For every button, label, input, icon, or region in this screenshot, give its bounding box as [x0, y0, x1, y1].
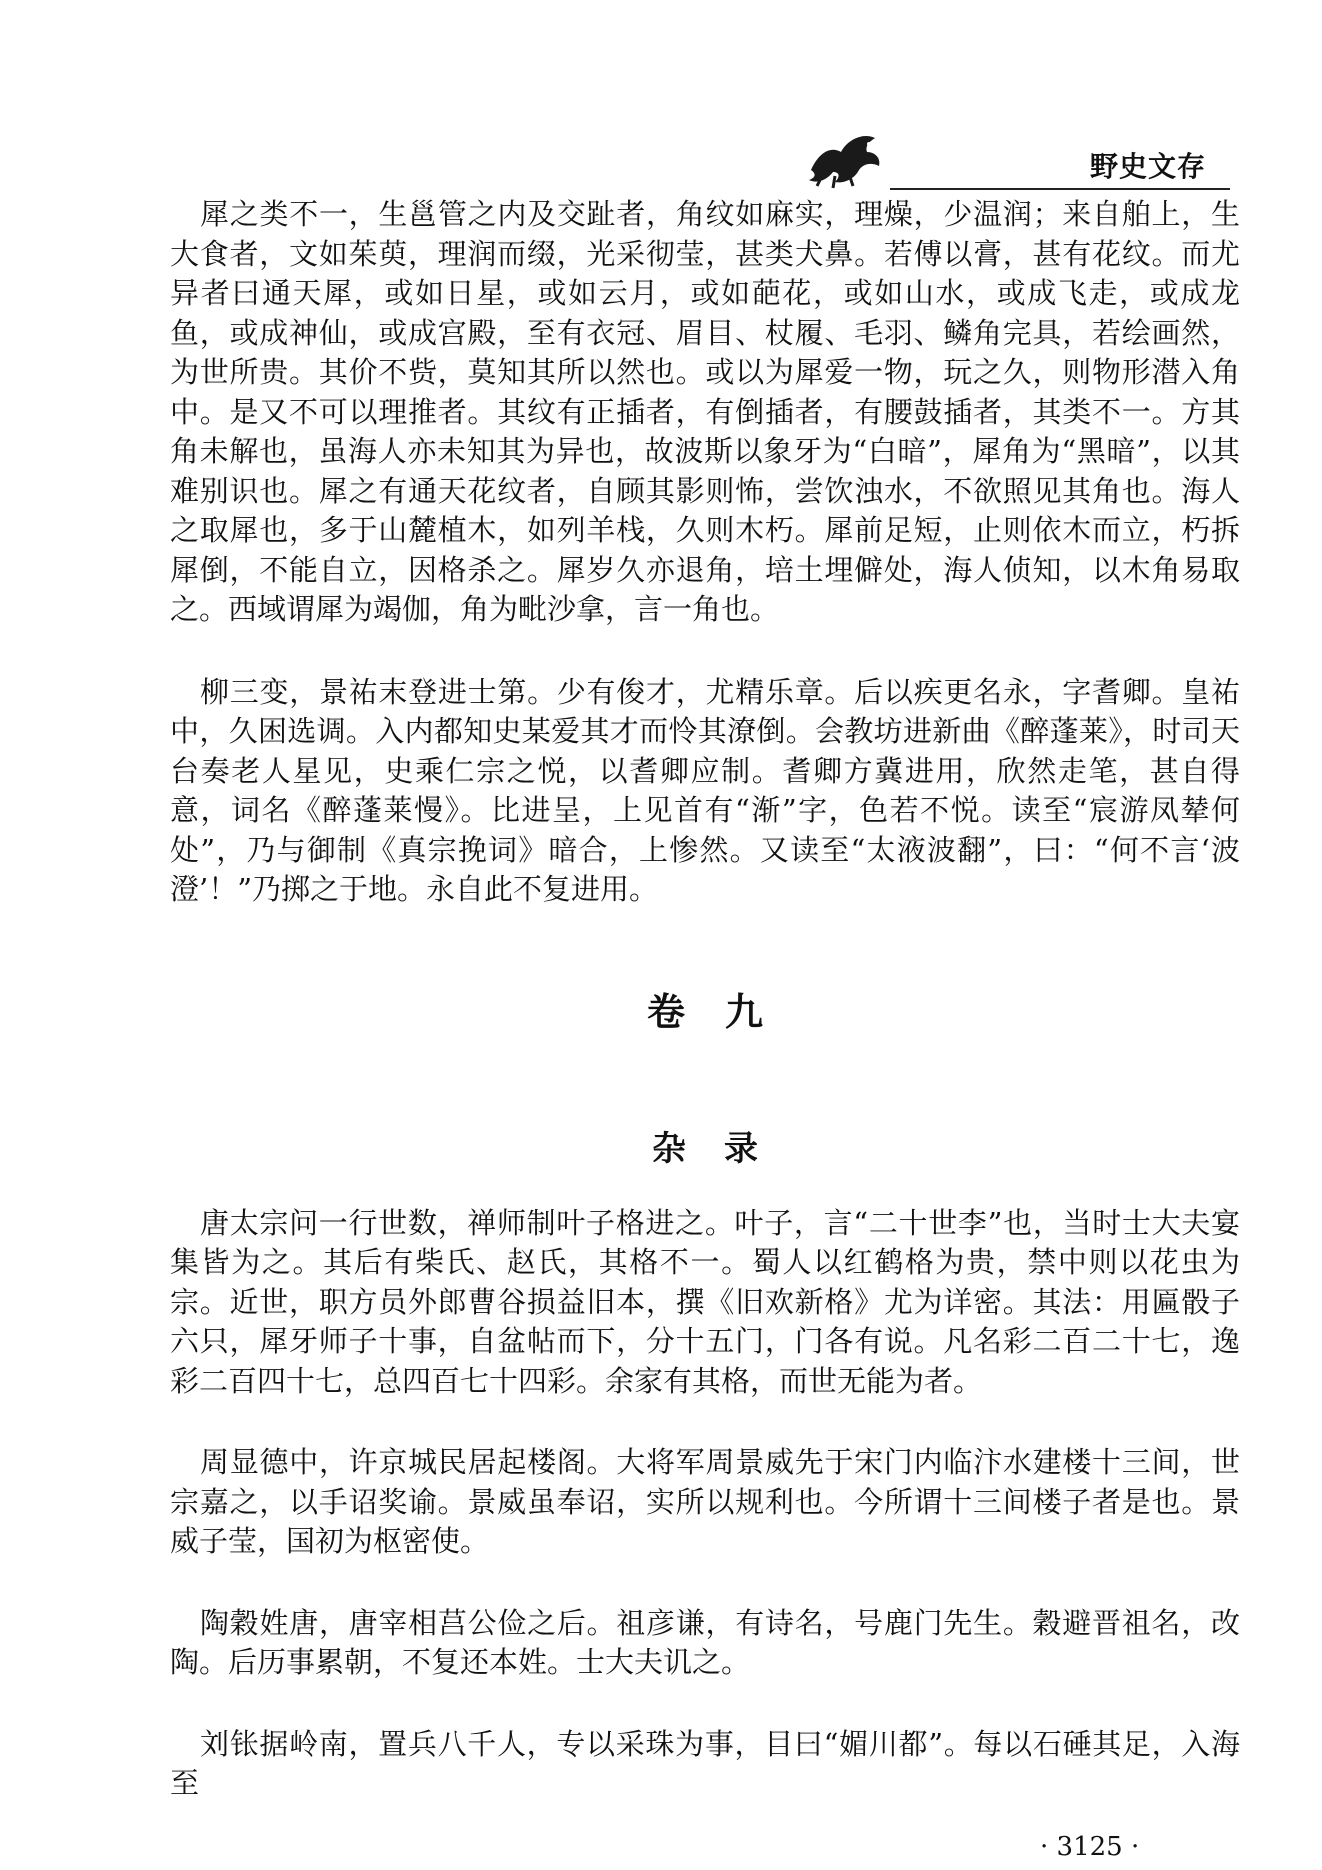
paragraph-yezi-ge: 唐太宗问一行世数，禅师制叶子格进之。叶子，言“二十世李”也，当时士大夫宴集皆为之。其后有柴氏、赵氏，其格不一。蜀人以红鹤格为贵，禁中则以花虫为宗。近世，职方员外郎曹谷损益旧本，撰《旧欢新格》尤为详密。其法：用匾骰子六只，犀牙师子十事，自盆帖而下，分十五门，门各有说。凡名彩二百二十七，逸彩二百四十七，总四百七十四彩。余家有其格，而世无能为者。 [170, 1205, 1240, 1398]
page-number: · 3125 · [1040, 1832, 1140, 1862]
paragraph-zhou-jingwei: 周显德中，许京城民居起楼阁。大将军周景威先于宋门内临汴水建楼十三间，世宗嘉之，以手诏奖谕。景威虽奉诏，实所以规利也。今所谓十三间楼子者是也。景威子莹，国初为枢密使。 [170, 1445, 1240, 1558]
header-rule [890, 188, 1230, 190]
paragraph-tao-gu: 陶穀姓唐，唐宰相莒公俭之后。祖彦谦，有诗名，号鹿门先生。穀避晋祖名，改陶。后历事累朝，不复还本姓。士大夫讥之。 [170, 1605, 1240, 1679]
chapter-title: 卷九 [646, 989, 803, 1034]
paragraph-liu-sanbian: 柳三变，景祐末登进士第。少有俊才，尤精乐章。后以疾更名永，字耆卿。皇祐中，久困选调。入内都知史某爱其才而怜其潦倒。会教坊进新曲《醉蓬莱》，时司天台奏老人星见，史乘仁宗之悦，以耆卿应制。耆卿方冀进用，欣然走笔，甚自得意，词名《醉蓬莱慢》。比进呈，上见首有“渐”字，色若不悦。读至“宸游凤辇何处”，乃与御制《真宗挽词》暗合，上惨然。又读至“太液波翻”，曰：“何不言‘波澄’！”乃掷之于地。永自此不复进用。 [170, 674, 1240, 906]
main-text [170, 195, 1240, 1804]
series-title: 野史文存 [1090, 150, 1207, 183]
dragon-icon [805, 122, 885, 190]
paragraph-rhinoceros: 犀之类不一，生邕管之内及交趾者，角纹如麻实，理燥，少温润；来自舶上，生大食者，文如茱萸，理润而缀，光采彻莹，甚类犬鼻。若傅以膏，甚有花纹。而尤异者曰通天犀，或如日星，或如云月，或如葩花，或如山水，或成飞走，或成龙鱼，或成神仙，或成宫殿，至有衣冠、眉目、杖履、毛羽、鳞角完具，若绘画然，为世所贵。其价不赀，莫知其所以然也。或以为犀爱一物，玩之久，则物形潜入角中。是又不可以理推者。其纹有正插者，有倒插者，有腰鼓插者，其类不一。方其角未解也，虽海人亦未知其为异也，故波斯以象牙为“白暗”，犀角为“黑暗”，以其难别识也。犀之有通天花纹者，自顾其影则怖，尝饮浊水，不欲照见其角也。海人之取犀也，多于山麓植木，如列羊栈，久则木朽。犀前足短，止则依木而立，朽拆犀倒，不能自立，因格杀之。犀岁久亦退角，培土埋僻处，海人侦知，以木角易取之。西域谓犀为竭伽，角为毗沙拿，言一角也。 [170, 197, 1240, 626]
paragraph-liu-chang: 刘𬬮据岭南，置兵八千人，专以采珠为事，目曰“媚川都”。每以石硾其足，入海至 [170, 1726, 1240, 1800]
section-title: 杂录 [652, 1128, 796, 1169]
page-header [0, 0, 1322, 200]
